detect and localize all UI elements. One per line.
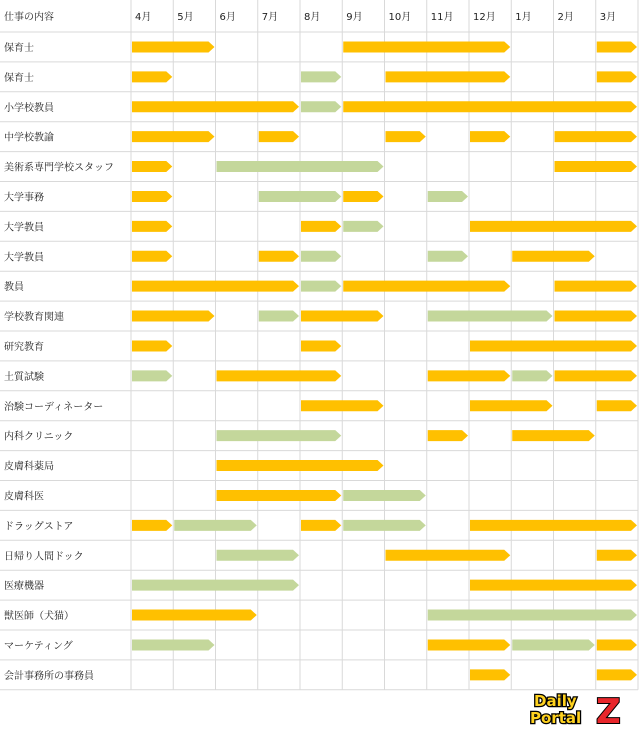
- bar-green: [512, 370, 552, 381]
- row-label: 保育士: [4, 42, 34, 54]
- row-label: 日帰り人間ドック: [4, 551, 84, 563]
- bar-orange: [597, 41, 637, 52]
- bar-orange: [386, 71, 511, 82]
- row-label: 研究教育: [4, 341, 44, 353]
- row-label: 教員: [4, 282, 24, 294]
- bar-orange: [132, 41, 215, 52]
- bar-green: [301, 71, 341, 82]
- bar-orange: [217, 460, 384, 471]
- bar-green: [301, 101, 341, 112]
- bar-orange: [132, 221, 172, 232]
- bar-orange: [470, 669, 510, 680]
- bar-orange: [597, 71, 637, 82]
- bar-orange: [132, 340, 172, 351]
- bar-orange: [386, 131, 426, 142]
- month-header: 9月: [346, 12, 363, 23]
- row-label: 保育士: [4, 72, 34, 84]
- bar-orange: [132, 131, 215, 142]
- row-label: 大学教員: [4, 222, 44, 234]
- bar-orange: [343, 191, 383, 202]
- bar-green: [301, 281, 341, 292]
- row-label: 小学校教員: [4, 102, 54, 114]
- bar-orange: [301, 520, 341, 531]
- logo-line1: Daily: [534, 692, 577, 710]
- row-label: 治験コーディネーター: [4, 401, 104, 413]
- month-header: 1月: [515, 12, 532, 23]
- bar-orange: [470, 520, 637, 531]
- row-label: 大学事務: [4, 192, 44, 204]
- bar-orange: [597, 550, 637, 561]
- bar-orange: [132, 311, 215, 322]
- month-header: 6月: [219, 12, 236, 23]
- bar-orange: [132, 71, 172, 82]
- bar-orange: [428, 639, 511, 650]
- bar-green: [259, 311, 299, 322]
- month-header: 8月: [304, 12, 321, 23]
- bar-green: [217, 161, 384, 172]
- bar-green: [132, 639, 215, 650]
- bar-green: [132, 580, 299, 591]
- bar-orange: [555, 131, 638, 142]
- bar-green: [301, 251, 341, 262]
- row-label: 学校教育関連: [4, 312, 64, 324]
- logo-mark: Z: [596, 692, 621, 728]
- bar-orange: [470, 221, 637, 232]
- bar-orange: [343, 101, 637, 112]
- row-label: 内科クリニック: [4, 431, 74, 443]
- month-header: 11月: [430, 12, 454, 23]
- bar-green: [428, 311, 553, 322]
- row-label: 会計事務所の事務員: [4, 670, 94, 682]
- bar-orange: [470, 400, 553, 411]
- bar-orange: [470, 340, 637, 351]
- row-label: 皮膚科薬局: [4, 461, 54, 473]
- month-header: 2月: [557, 12, 574, 23]
- bar-green: [343, 221, 383, 232]
- bar-orange: [555, 161, 638, 172]
- bar-orange: [555, 281, 638, 292]
- row-label: 皮膚科医: [4, 491, 44, 503]
- bar-orange: [555, 370, 638, 381]
- bar-green: [259, 191, 342, 202]
- bar-orange: [301, 400, 384, 411]
- bar-green: [343, 490, 426, 501]
- bar-orange: [132, 101, 299, 112]
- row-label: 美術系専門学校スタッフ: [4, 162, 114, 174]
- bar-green: [428, 251, 468, 262]
- logo-line2: Portal: [530, 709, 582, 727]
- bar-green: [174, 520, 257, 531]
- row-label: 土質試験: [4, 371, 44, 383]
- row-label: 中学校教諭: [4, 132, 54, 144]
- bar-orange: [132, 281, 299, 292]
- bar-orange: [470, 131, 510, 142]
- bar-orange: [301, 221, 341, 232]
- bar-orange: [132, 161, 172, 172]
- bar-green: [217, 430, 342, 441]
- month-header: 7月: [261, 12, 279, 23]
- bar-orange: [132, 610, 257, 621]
- daily-portal-z-logo: [528, 690, 636, 728]
- bar-green: [428, 610, 637, 621]
- bar-orange: [259, 251, 299, 262]
- month-header: 4月: [135, 12, 152, 23]
- bar-orange: [217, 490, 342, 501]
- bar-orange: [428, 430, 468, 441]
- row-label: マーケティング: [4, 640, 73, 652]
- header-label: 仕事の内容: [4, 12, 54, 23]
- month-headers: [135, 11, 616, 23]
- month-header: 10月: [388, 12, 412, 23]
- bar-orange: [386, 550, 511, 561]
- bar-orange: [597, 400, 637, 411]
- bar-orange: [343, 281, 510, 292]
- bar-orange: [597, 669, 637, 680]
- bar-green: [217, 550, 300, 561]
- row-label: ドラッグストア: [4, 521, 74, 533]
- row-label: 獣医師（犬猫）: [4, 611, 74, 623]
- bar-orange: [555, 311, 638, 322]
- bar-orange: [343, 41, 510, 52]
- bar-orange: [301, 311, 384, 322]
- bar-orange: [597, 639, 637, 650]
- bar-orange: [132, 251, 172, 262]
- bar-green: [132, 370, 172, 381]
- bar-green: [343, 520, 426, 531]
- month-header: 3月: [599, 12, 617, 23]
- bar-orange: [132, 191, 172, 202]
- bar-green: [512, 639, 595, 650]
- month-header: 5月: [177, 12, 194, 23]
- bar-orange: [512, 430, 595, 441]
- month-header: 12月: [473, 12, 496, 23]
- bar-green: [428, 191, 468, 202]
- bar-orange: [217, 370, 342, 381]
- bar-orange: [470, 580, 637, 591]
- bar-orange: [512, 251, 595, 262]
- bar-orange: [259, 131, 299, 142]
- row-label: 大学教員: [4, 252, 44, 264]
- bar-orange: [132, 520, 172, 531]
- bar-orange: [428, 370, 511, 381]
- row-label: 医療機器: [4, 581, 44, 593]
- bar-orange: [301, 340, 341, 351]
